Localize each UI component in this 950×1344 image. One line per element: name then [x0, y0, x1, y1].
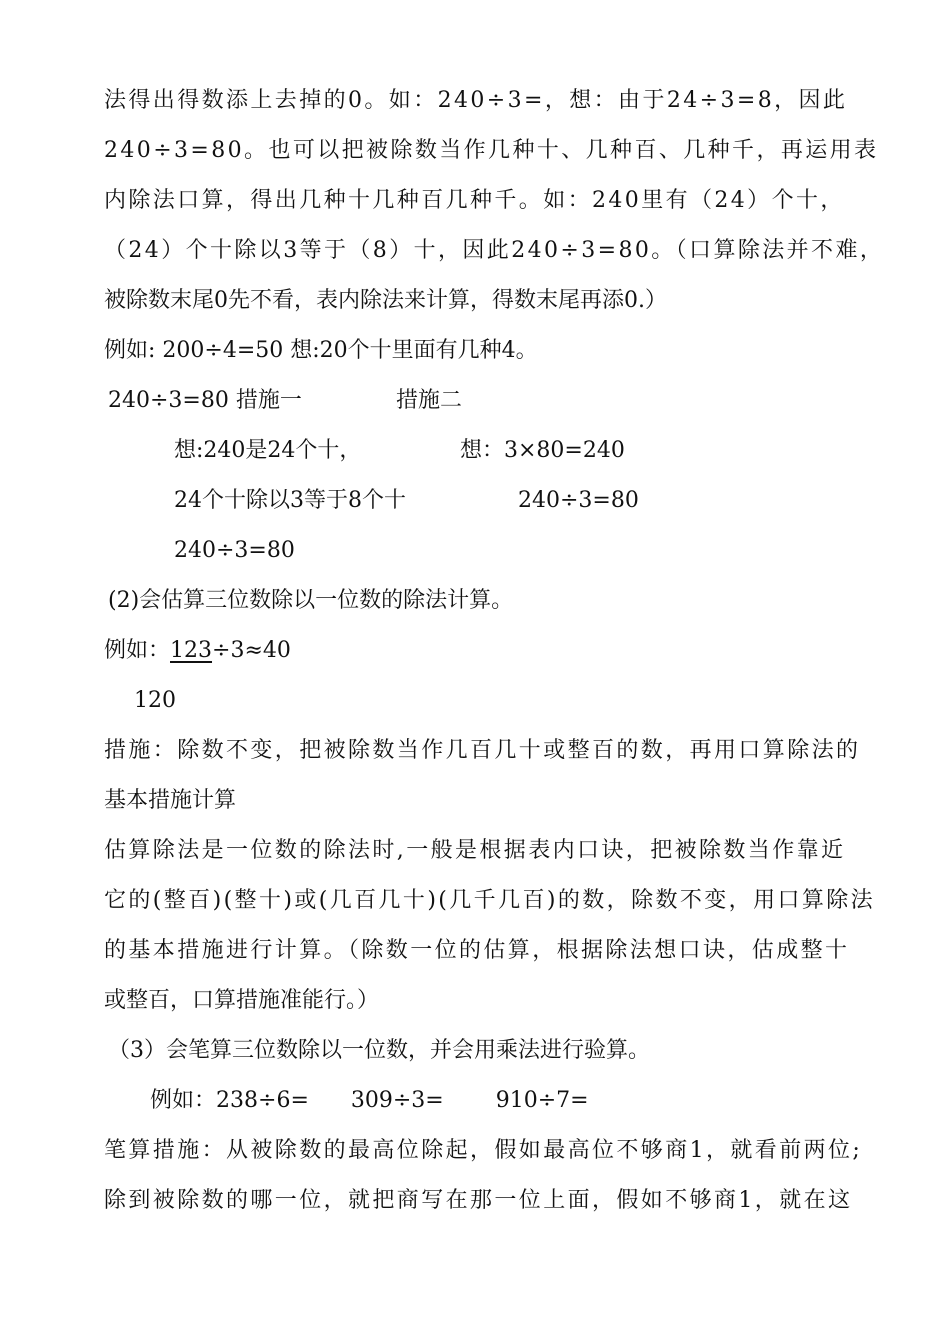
method-one-step: 240÷3=80 — [174, 538, 295, 563]
text-line: 240÷3=80。也可以把被除数当作几种十、几种百、几种千，再运用表 — [104, 138, 879, 163]
text-line: 除到被除数的哪一位，就把商写在那一位上面，假如不够商1，就在这 — [104, 1188, 853, 1213]
method-one-heading: 240÷3=80 措施一 — [108, 388, 302, 413]
text-line: 基本措施计算 — [104, 788, 237, 813]
text-line: （24）个十除以3等于（8）十，因此240÷3=80。（口算除法并不难， — [104, 238, 885, 263]
written-example-prefix: 例如： — [150, 1088, 217, 1113]
text-line: 或整百，口算措施准能行。） — [104, 988, 380, 1013]
written-example-item: 910÷7= — [495, 1088, 589, 1113]
text-line: 措施：除数不变，把被除数当作几百几十或整百的数，再用口算除法的 — [104, 738, 861, 763]
text-line: 内除法口算，得出几种十几种百几种千。如：240里有（24）个十， — [104, 188, 845, 213]
text-line: 法得出得数添上去掉的0。如：240÷3=，想：由于24÷3=8，因此 — [104, 88, 848, 113]
section-heading: （3）会笔算三位数除以一位数，并会用乘法进行验算。 — [108, 1038, 650, 1063]
method-one-step: 24个十除以3等于8个十 — [174, 488, 406, 513]
text-line: 它的(整百)(整十)或(几百几十)(几千几百)的数，除数不变，用口算除法 — [104, 888, 876, 913]
text-line: 的基本措施进行计算。（除数一位的估算，根据除法想口诀，估成整十 — [104, 938, 850, 963]
written-example-item: 309÷3= — [350, 1088, 444, 1113]
estimate-result: ÷3≈40 — [212, 638, 291, 663]
method-two-heading: 措施二 — [396, 388, 463, 413]
text-line: 笔算措施：从被除数的最高位除起，假如最高位不够商1，就看前两位; — [104, 1138, 863, 1163]
example-line: 例如: 200÷4=50 想:20个十里面有几种4。 — [104, 338, 538, 363]
written-examples — [150, 1086, 589, 1116]
section-heading: (2)会估算三位数除以一位数的除法计算。 — [108, 588, 514, 613]
method-one-step: 想:240是24个十， — [174, 438, 362, 463]
method-two-step: 240÷3=80 — [518, 488, 639, 513]
estimate-dividend: 123 — [170, 638, 213, 663]
estimate-example — [104, 636, 291, 666]
method-two-step: 想：3×80=240 — [460, 438, 625, 463]
text-line: 被除数末尾0先不看，表内除法来计算，得数末尾再添0.） — [104, 288, 667, 313]
text-line: 估算除法是一位数的除法时,一般是根据表内口诀，把被除数当作靠近 — [104, 838, 846, 863]
written-example-item: 238÷6= — [216, 1088, 309, 1113]
estimate-approx-value: 120 — [134, 688, 176, 713]
estimate-prefix: 例如： — [104, 638, 171, 663]
